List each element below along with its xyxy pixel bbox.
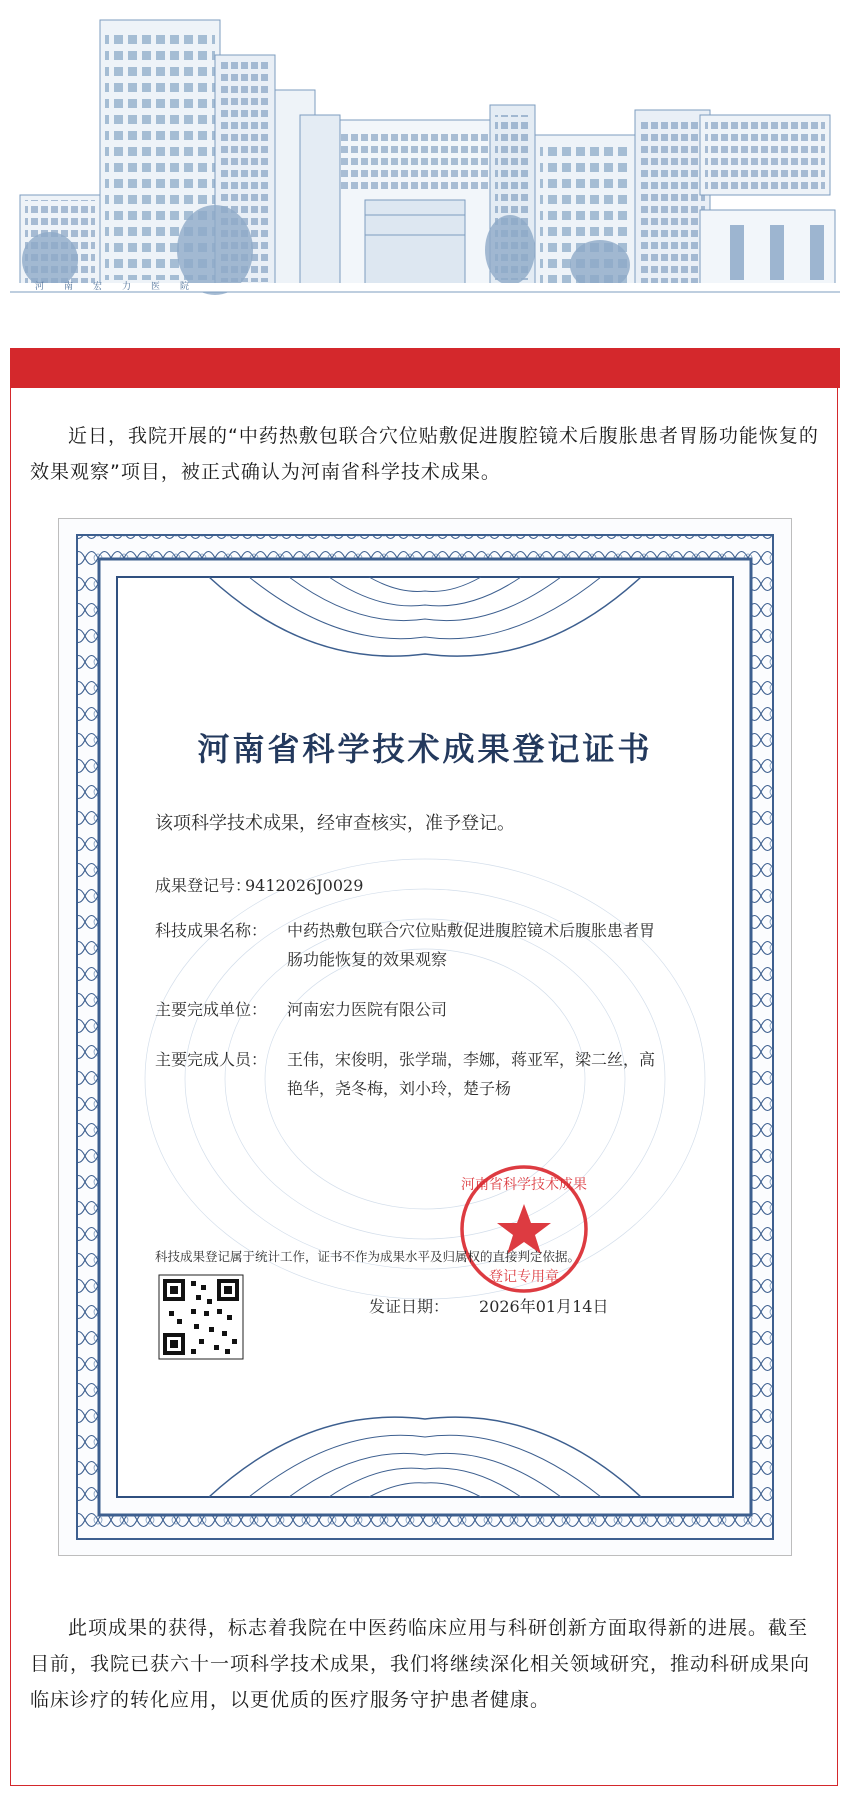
registration-number-value: 9412026J0029 bbox=[245, 876, 364, 895]
certificate-statement: 该项科学技术成果，经审查核实，准予登记。 bbox=[155, 813, 515, 834]
issue-date-row bbox=[369, 1294, 608, 1317]
certificate-title: 河南省科学技术成果登记证书 bbox=[197, 730, 653, 768]
completing-people-row bbox=[155, 1045, 675, 1105]
registration-number-label: 成果登记号： bbox=[155, 876, 252, 895]
achievement-name-row bbox=[155, 916, 675, 976]
intro-paragraph: 近日，我院开展的“中药热敷包联合穴位贴敷促进腹腔镜术后腹胀患者胃肠功能恢复的效果观察”项目，被正式确认为河南省科学技术成果。 bbox=[30, 425, 819, 483]
red-header-bar bbox=[10, 348, 840, 388]
certificate-image bbox=[58, 518, 792, 1556]
hospital-building-illustration bbox=[0, 0, 850, 330]
completing-unit-value: 河南宏力医院有限公司 bbox=[287, 1000, 448, 1019]
achievement-name-value: 中药热敷包联合穴位贴敷促进腹腔镜术后腹胀患者胃肠功能恢复的效果观察 bbox=[287, 921, 656, 969]
issue-date-label: 发证日期： bbox=[369, 1297, 450, 1316]
qr-code bbox=[159, 1275, 243, 1359]
completing-people-value: 王伟，宋俊明，张学瑞，李娜，蒋亚军，梁二丝，高艳华，尧冬梅，刘小玲，楚子杨 bbox=[287, 1050, 656, 1098]
completing-unit-label: 主要完成单位： bbox=[155, 1000, 268, 1019]
outro-paragraph: 此项成果的获得，标志着我院在中医药临床应用与科研创新方面取得新的进展。截至目前，我院已获六十一项科学技术成果，我们将继续深化相关领域研究，推动科研成果向临床诊疗的转化应用，以更优质的医疗服务守护患者健康。 bbox=[30, 1617, 811, 1711]
achievement-name-label: 科技成果名称： bbox=[155, 921, 268, 940]
completing-people-label: 主要完成人员： bbox=[155, 1050, 268, 1069]
certificate-disclaimer: 科技成果登记属于统计工作，证书不作为成果水平及归属权的直接判定依据。 bbox=[155, 1249, 581, 1264]
svg-text:登记专用章: 登记专用章 bbox=[489, 1270, 559, 1285]
building-sign: 河南宏力医院 bbox=[35, 281, 210, 291]
svg-text:河南省科学技术成果: 河南省科学技术成果 bbox=[461, 1178, 587, 1193]
issue-date-value: 2026年01月14日 bbox=[479, 1297, 609, 1316]
